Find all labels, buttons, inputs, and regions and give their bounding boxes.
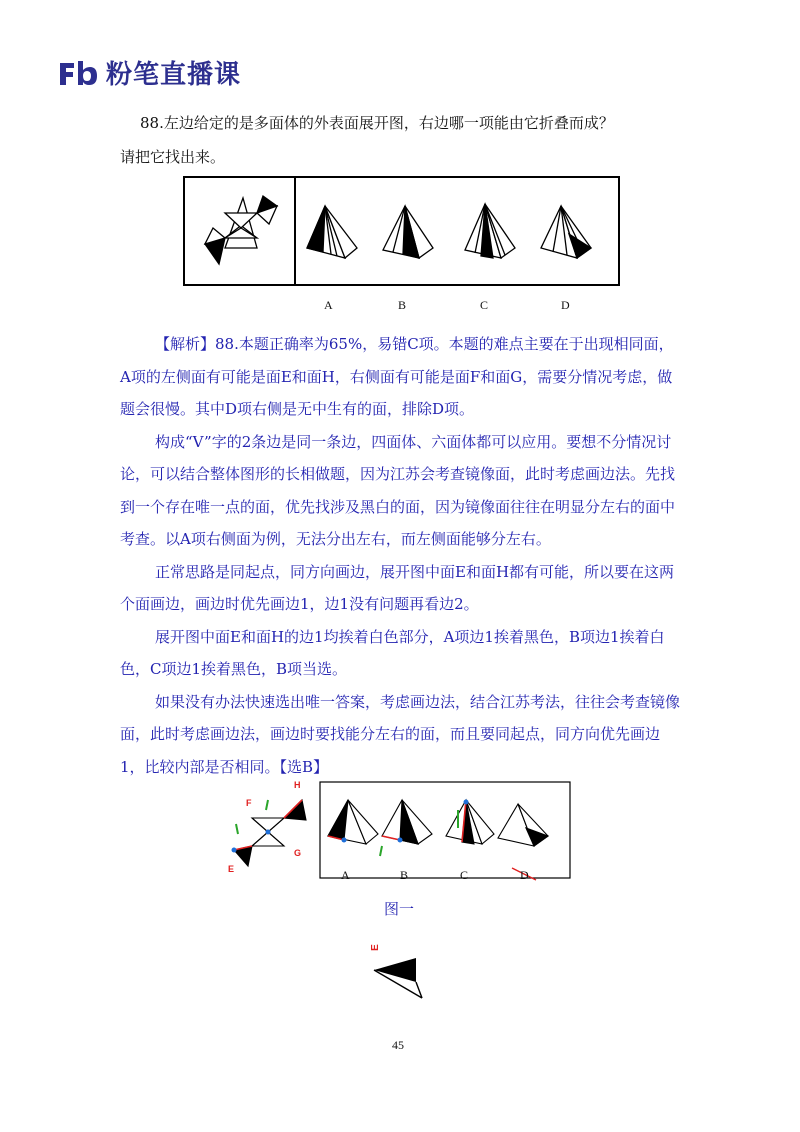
brand-logo	[58, 54, 241, 91]
face-e-figure	[360, 940, 430, 1000]
option-label-c: C	[480, 298, 489, 312]
question-figure	[183, 176, 620, 286]
question-line-1: 88.左边给定的是多面体的外表面展开图，右边哪一项能由它折叠而成？	[140, 114, 614, 132]
question-line-2: 请把它找出来。	[120, 148, 226, 166]
question-block	[120, 106, 680, 174]
face-label-g: G	[294, 848, 302, 858]
fig2-option-a: A	[341, 868, 350, 882]
page-number: 45	[392, 1038, 404, 1052]
face-label-h: H	[294, 780, 301, 790]
face-label-f: F	[246, 798, 252, 808]
face-e-label: E	[369, 944, 381, 951]
analysis-paragraph-3: 正常思路是同起点，同方向画边，展开图中面E和面H都有可能，所以要在这两个面画边，画边时优先画边1，边1没有问题再看边2。	[120, 562, 675, 613]
fig2-option-b: B	[400, 868, 409, 882]
face-label-e: E	[228, 864, 235, 874]
option-d-pyramid	[541, 206, 591, 258]
analysis-paragraph-2: 构成“V”字的2条边是同一条边，四面体、六面体都可以应用。要想不分情况讨论，可以结合整体图形的长相做题，因为江苏会考查镜像面，此时考虑画边法。先找到一个存在唯一点的面，优先找涉及黑白的面，因为镜像面往往在明显分左右的面中考查。以A项右侧面为例，无法分出左右，而左侧面能够分左右。	[120, 432, 676, 548]
option-label-a: A	[324, 298, 333, 312]
analysis-block	[120, 328, 682, 783]
figure-caption: 图一	[384, 900, 415, 918]
option-label-d: D	[561, 298, 570, 312]
option-a-pyramid	[307, 206, 357, 258]
analysis-paragraph-4: 展开图中面E和面H的边1均挨着白色部分，A项边1挨着黑色，B项边1挨着白色，C项边1挨着黑色，B项当选。	[120, 627, 665, 678]
option-b-pyramid	[383, 206, 433, 258]
option-label-b: B	[398, 298, 407, 312]
fb-logo-icon	[58, 59, 98, 87]
fig2-option-c: C	[460, 868, 469, 882]
logo-text: 粉笔直播课	[106, 60, 242, 90]
option-c-pyramid	[465, 204, 515, 258]
analysis-paragraph-5: 如果没有办法快速选出唯一答案，考虑画边法，结合江苏考法，往往会考查镜像面，此时考虑画边法，画边时要找能分左右的面，而且要同起点，同方向优先画边1，比较内部是否相同。【选B】	[120, 692, 681, 776]
net-diagram	[205, 196, 277, 264]
fig2-option-d: D	[520, 868, 529, 882]
analysis-paragraph-1: 【解析】88.本题正确率为65%，易错C项。本题的难点主要在于出现相同面，A项的左侧面有可能是面E和面H，右侧面有可能是面F和面G，需要分情况考虑，做题会很慢。其中D项右侧是无中生有的面，排除D项。	[120, 335, 674, 418]
annotated-figure	[222, 780, 574, 888]
figure-drawing	[185, 178, 618, 284]
